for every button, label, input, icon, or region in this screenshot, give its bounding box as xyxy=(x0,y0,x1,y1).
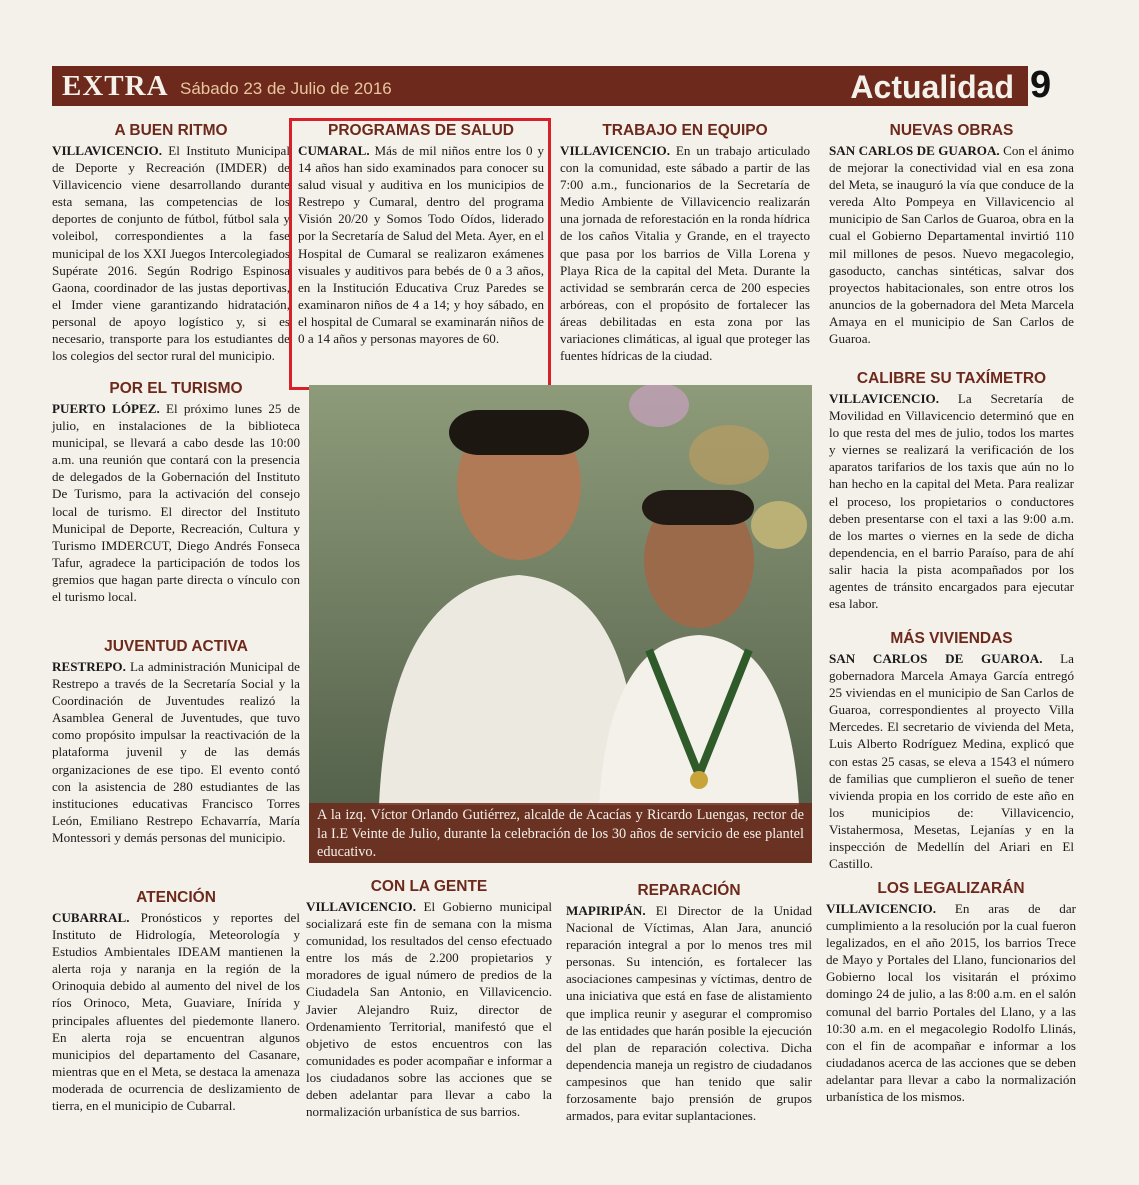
article-dateline: VILLAVICENCIO. xyxy=(52,143,162,158)
article-mas-viviendas xyxy=(829,630,1074,872)
article-body xyxy=(298,142,544,347)
issue-date: Sábado 23 de Julio de 2016 xyxy=(180,79,392,98)
article-reparacion xyxy=(566,882,812,1124)
article-dateline: RESTREPO. xyxy=(52,659,126,674)
article-body xyxy=(52,400,300,605)
article-dateline: VILLAVICENCIO. xyxy=(306,899,416,914)
article-dateline: VILLAVICENCIO. xyxy=(829,391,939,406)
article-a-buen-ritmo xyxy=(52,122,290,364)
news-photo xyxy=(309,385,812,863)
article-text: Más de mil niños entre los 0 y 14 años han sido examinados para conocer su salud visual y auditiva en los municipios de Restrepo y Cumaral, dentro del programa Visión 20/20 y Somos Todo Oídos, liderado por la Secretaría de Salud del Meta. Ayer, en el Hospital de Cumaral se realizaron exámenes visuales y auditivos para bebés de 0 a 3 años, en la Institución Educativa Cruz Paredes se examinaron niños de 4 a 14; y hoy sábado, en el hospital de Cumaral se examinarán niños de 0 a 14 años y personas mayores de 60. xyxy=(298,143,544,347)
article-text: La Secretaría de Movilidad en Villavicencio determinó que en lo que resta del mes de julio, todos los martes y viernes se realizará la verificación de los aparatos tarifarios de los taxis que aún no lo han hecho en la capital del Meta. Para realizar el proceso, los propietarios o conductores deben presentarse con el taxi a las 9:00 a.m. de los martes o viernes en la sede de dicha dependencia, en el barrio Paraíso, para de ahí salir hacia la pista acompañados por los agentes de tránsito encargados para ejecutar esa labor. xyxy=(829,391,1074,612)
article-text: La administración Municipal de Restrepo a través de la Secretaría Social y la Coordinación de Juventudes realizó la Asamblea General de Juventudes, que tuvo como propósito impulsar la reactivación de la plataforma juvenil y de las demás organizaciones de ese tipo. El evento contó con la asistencia de 280 estudiantes de las instituciones educativas Francisco Torres León, Emiliano Restrepo Echavarría, María Montessori y demás personas del municipio. xyxy=(52,659,300,845)
article-headline: LOS LEGALIZARÁN xyxy=(877,880,1025,897)
article-dateline: VILLAVICENCIO. xyxy=(560,143,670,158)
article-body xyxy=(52,142,290,364)
article-text: El Director de la Unidad Nacional de Víctimas, Alan Jara, anunció reparación integral a por lo menos tres mil personas. Su intención, es fortalecer las asociaciones campesinas y víctimas, dentro de una iniciativa que está en fase de alistamiento que implica reunir y asegurar el compromiso de las entidades que harán posible la ejecución del plan de reparación colectiva. Dicha dependencia maneja un registro de ciudadanos campesinos que han tenido que salir forzosamente bajo prensión de grupos armados, para evitar suplantaciones. xyxy=(566,903,812,1124)
article-atencion xyxy=(52,889,300,1114)
photo-caption: A la izq. Víctor Orlando Gutiérrez, alcalde de Acacías y Ricardo Luengas, rector de la I.E Veinte de Julio, durante la celebración de los 30 años de servicio de ese plantel educativo. xyxy=(309,803,812,863)
article-headline: MÁS VIVIENDAS xyxy=(890,630,1013,647)
article-trabajo-en-equipo xyxy=(560,122,810,364)
article-text: Pronósticos y reportes del Instituto de Hidrología, Meteorología y Estudios Ambientales IDEAM mantienen la alerta roja y naranja en la región de la Orinoquia debido al aumento del nivel de los ríos Orinoco, Meta, Guaviare, Inírida y principales afluentes del piedemonte llanero. En alerta roja se encuentran algunos municipios del departamento del Casanare, mientras que en el Meta, se destaca la amenaza moderada de ocurrencia de deslizamiento de tierra, en el municipio de Cubarral. xyxy=(52,910,300,1114)
article-headline: REPARACIÓN xyxy=(637,882,741,899)
page-number: 9 xyxy=(1030,64,1052,106)
article-text: El Gobierno municipal socializará este fin de semana con la misma comunidad, los resultados del censo efectuado entre los más de 2.200 propietarios y moradores de igual número de predios de la Ciudadela San Antonio, en Villavicencio. Javier Alejandro Ruiz, director de Ordenamiento Territorial, manifestó que el objetivo de estos encuentros con las comunidades es poder acompañar e informar a los ciudadanos sobre las acciones que se deben adelantar para llevar a cabo la normalización urbanística de sus barrios. xyxy=(306,899,552,1120)
article-body xyxy=(829,142,1074,347)
article-dateline: CUBARRAL. xyxy=(52,910,130,925)
article-headline: PROGRAMAS DE SALUD xyxy=(327,122,514,139)
article-con-la-gente xyxy=(306,878,552,1120)
article-dateline: SAN CARLOS DE GUAROA. xyxy=(829,651,1043,666)
article-body xyxy=(560,142,810,364)
photo-image xyxy=(309,385,812,863)
article-body xyxy=(52,909,300,1114)
newspaper-logo: EXTRA xyxy=(62,70,169,102)
article-text: En un trabajo articulado con la comunidad, este sábado a partir de las 7:00 a.m., funcionarios de la Secretaría de Medio Ambiente de Villavicencio realizarán una jornada de reforestación en la ronda hídrica de los caños Vitalia y Grande, en el trayecto que pasa por los barrios de Villa Lorena y Playa Rica de la capital del Meta. Durante la actividad se sembrarán cerca de 200 especies arbóreas, con el propósito de fortalecer las áreas debilitadas en esta zona por las variaciones climáticas, al igual que proteger las fuentes hídricas de la ciudad. xyxy=(560,143,810,364)
article-programas-de-salud xyxy=(298,122,544,347)
article-headline: CALIBRE SU TAXÍMETRO xyxy=(856,370,1047,387)
article-calibre-su-taximetro xyxy=(829,370,1074,612)
section-title: Actualidad xyxy=(850,69,1014,105)
article-dateline: SAN CARLOS DE GUAROA. xyxy=(829,143,1000,158)
article-body xyxy=(52,658,300,846)
article-por-el-turismo xyxy=(52,380,300,605)
article-dateline: MAPIRIPÁN. xyxy=(566,903,646,918)
article-dateline: VILLAVICENCIO. xyxy=(826,901,936,916)
article-body xyxy=(566,902,812,1124)
article-los-legalizaran xyxy=(826,880,1076,1105)
article-text: La gobernadora Marcela Amaya García entregó 25 viviendas en el municipio de San Carlos de Guaroa, correspondientes al proyecto Villa Mercedes. El secretario de vivienda del Meta, Luis Alberto Rodríguez Medina, explicó que con estas 25 casas, se eleva a 1543 el número de familias que cumplieron el sueño de tener vivienda propia en los corrido de este año en los municipios de: Villavicencio, Vistahermosa, Mesetas, Lejanías y en la inspección de Medellín del Ariari en El Castillo. xyxy=(829,651,1074,872)
article-juventud-activa xyxy=(52,638,300,846)
article-headline: JUVENTUD ACTIVA xyxy=(104,638,248,655)
article-headline: POR EL TURISMO xyxy=(109,380,243,397)
article-body xyxy=(826,900,1076,1105)
article-text: En aras de dar cumplimiento a la resolución por la cual fueron legalizados, en el año 2015, los barrios Trece de Mayo y Portales del Llano, funcionarios del Gobierno local los visitarán el próximo domingo 24 de julio, a las 8:00 a.m. en el salón comunal del barrio Portales del Llano, y a las 10:30 a.m. en el megacolegio Rodolfo Llinás, con el fin de acompañar e informar a los ciudadanos acerca de las acciones que se deben adelantar para llevar a cabo la normalización urbanística de los mismos. xyxy=(826,901,1076,1105)
header-banner xyxy=(52,66,1028,106)
article-headline: A BUEN RITMO xyxy=(114,122,228,139)
article-nuevas-obras xyxy=(829,122,1074,347)
article-body xyxy=(829,390,1074,612)
article-body xyxy=(829,650,1074,872)
article-headline: NUEVAS OBRAS xyxy=(889,122,1014,139)
article-body xyxy=(306,898,552,1120)
article-text: El Instituto Municipal de Deporte y Recreación (IMDER) de Villavicencio viene desarrollando durante esta semana, las competencias de los deportes de conjunto de fútbol, fútbol sala y voleibol, correspondientes a la fase municipal de los XXI Juegos Intercolegiados Supérate 2016. Según Rodrigo Espinosa Gaona, coordinador de las justas deportivas, el Imder viene garantizando hidratación, personal de apoyo logístico y, si es necesario, transporte para los estudiantes de los colegios del sector rural del municipio. xyxy=(52,143,290,364)
article-dateline: PUERTO LÓPEZ. xyxy=(52,401,160,416)
article-dateline: CUMARAL. xyxy=(298,143,370,158)
article-text: Con el ánimo de mejorar la conectividad vial en esa zona del Meta, se inauguró la vía que conduce de la vereda Alto Pompeya en Villavicencio al municipio de San Carlos de Guaroa, obra en la cual el Gobierno Departamental invirtió 110 mil millones de pesos. Nuevo megacolegio, gasoducto, canchas sintéticas, salvar dos proyectos habitacionales, son entre otros los anuncios de la gobernadora del Meta Marcela Amaya en el municipio de San Carlos de Guaroa. xyxy=(829,143,1074,347)
article-text: El próximo lunes 25 de julio, en instalaciones de la biblioteca municipal, se llevará a cabo desde las 10:00 a.m. una reunión que contará con la presencia de delegados de la Gobernación del Instituto De Turismo, para la activación del consejo local de turismo. El director del Instituto Municipal de Deporte, Recreación, Cultura y Turismo IMDERCUT, Diego Andrés Fonseca Tafur, agradece la participación de todos los gremios que hagan parte directa o vínculo con el turismo local. xyxy=(52,401,301,605)
article-headline: TRABAJO EN EQUIPO xyxy=(602,122,768,139)
article-headline: ATENCIÓN xyxy=(136,889,216,906)
article-headline: CON LA GENTE xyxy=(370,878,488,895)
